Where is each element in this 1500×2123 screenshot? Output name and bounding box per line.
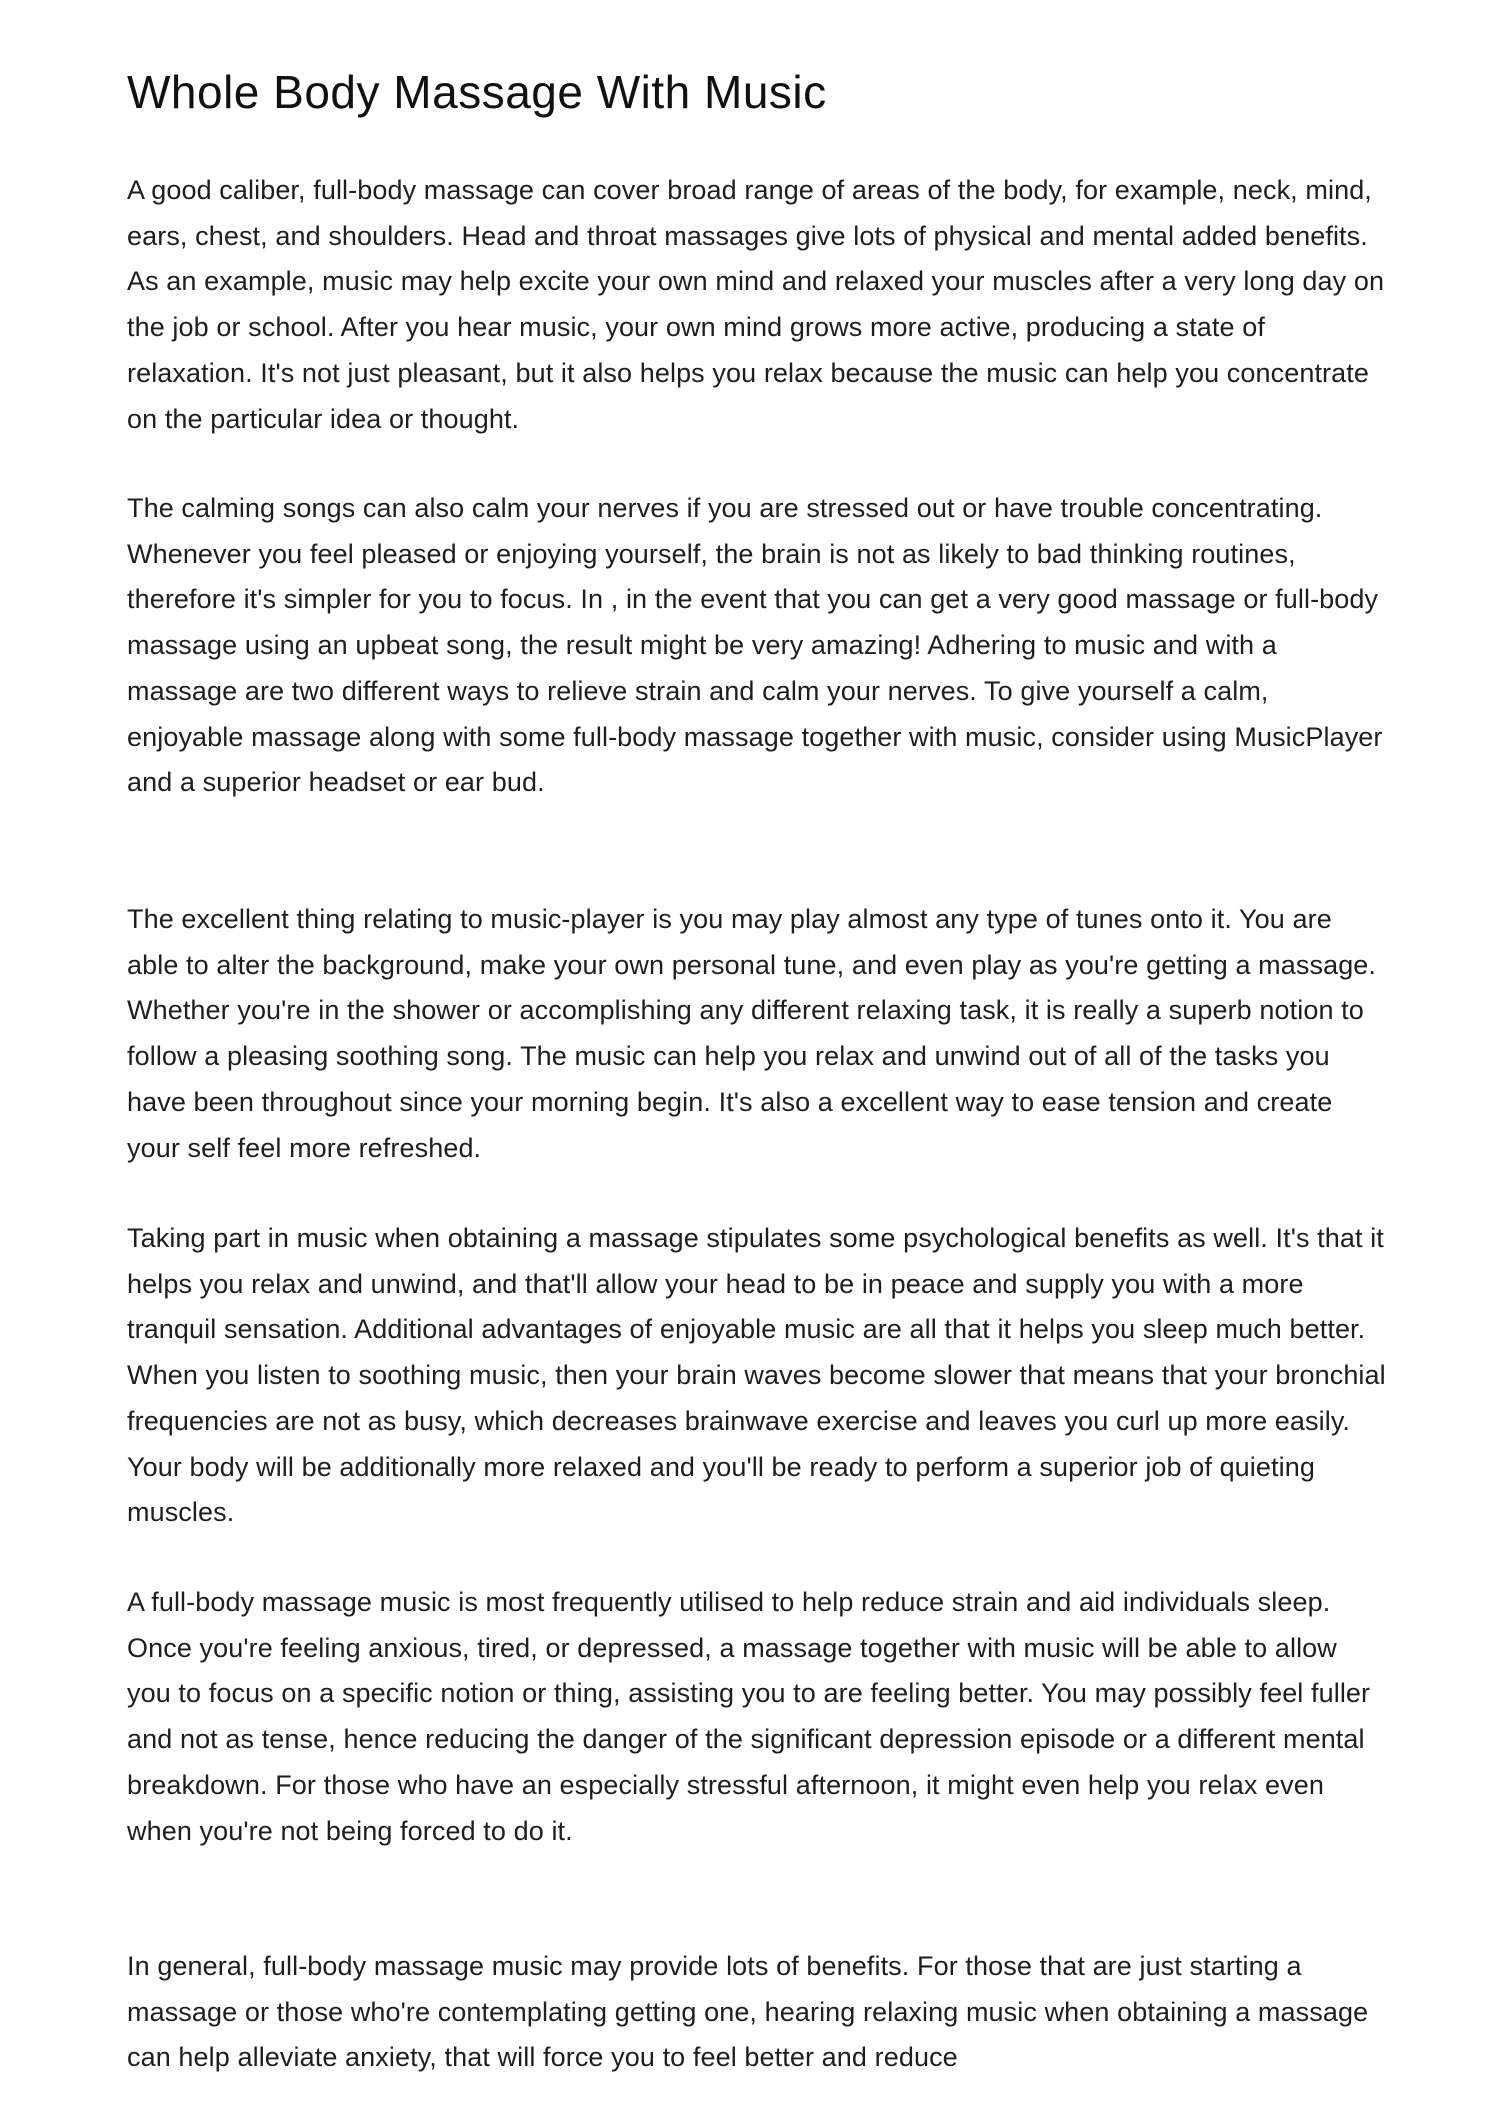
paragraph-6: In general, full-body massage music may provide lots of benefits. For those that are just starting a massage or those who're contemplating getting one, hearing relaxing music when obtaining a massage can help alleviate anxiety, that will force you to feel better and reduce [127, 1951, 1369, 2073]
document-title: Whole Body Massage With Music [127, 66, 827, 118]
paragraph-2: The calming songs can also calm your nerves if you are stressed out or have trouble concentrating. Whenever you feel pleased or enjoying yourself, the brain is not as likely to bad thinking routines, therefore it's simpler for you to focus. In , in the event that you can get a very good massage or full-body massage using an upbeat song, the result might be very amazing! Adhering to music and with a massage are two different ways to relieve strain and calm your nerves. To give yourself a calm, enjoyable massage along with some full-body massage together with music, consider using MusicPlayer and a superior headset or ear bud. [127, 493, 1383, 798]
paragraph-4: Taking part in music when obtaining a massage stipulates some psychological benefits as well. It's that it helps you relax and unwind, and that'll allow your head to be in peace and supply you with a more tranquil sensation. Additional advantages of enjoyable music are all that it helps you sleep much better. When you listen to soothing music, then your brain waves become slower that means that your bronchial frequencies are not as busy, which decreases brainwave exercise and leaves you curl up more easily. Your body will be additionally more relaxed and you'll be ready to perform a superior job of quieting muscles. [127, 1223, 1386, 1528]
paragraph-5: A full-body massage music is most frequently utilised to help reduce strain and aid individuals sleep. Once you're feeling anxious, tired, or depressed, a massage together with music will be able to allow you to focus on a specific notion or thing, assisting you to are feeling better. You may possibly feel fuller and not as tense, hence reducing the danger of the significant depression episode or a different mental breakdown. For those who have an especially stressful afternoon, it might even help you relax even when you're not being forced to do it. [127, 1587, 1371, 1846]
document-page [127, 58, 1387, 2073]
paragraph-1: A good caliber, full-body massage can cover broad range of areas of the body, for example, neck, mind, ears, chest, and shoulders. Head and throat massages give lots of physical and mental added benefits. As an example, music may help excite your own mind and relaxed your muscles after a very long day on the job or school. After you hear music, your own mind grows more active, producing a state of relaxation. It's not just pleasant, but it also helps you relax because the music can help you concentrate on the particular idea or thought. [127, 175, 1385, 434]
paragraph-3: The excellent thing relating to music-player is you may play almost any type of tunes onto it. You are able to alter the background, make your own personal tune, and even play as you're getting a massage. Whether you're in the shower or accomplishing any different relaxing task, it is really a superb notion to follow a pleasing soothing song. The music can help you relax and unwind out of all of the tasks you have been throughout since your morning begin. It's also a excellent way to ease tension and create your self feel more refreshed. [127, 904, 1377, 1163]
